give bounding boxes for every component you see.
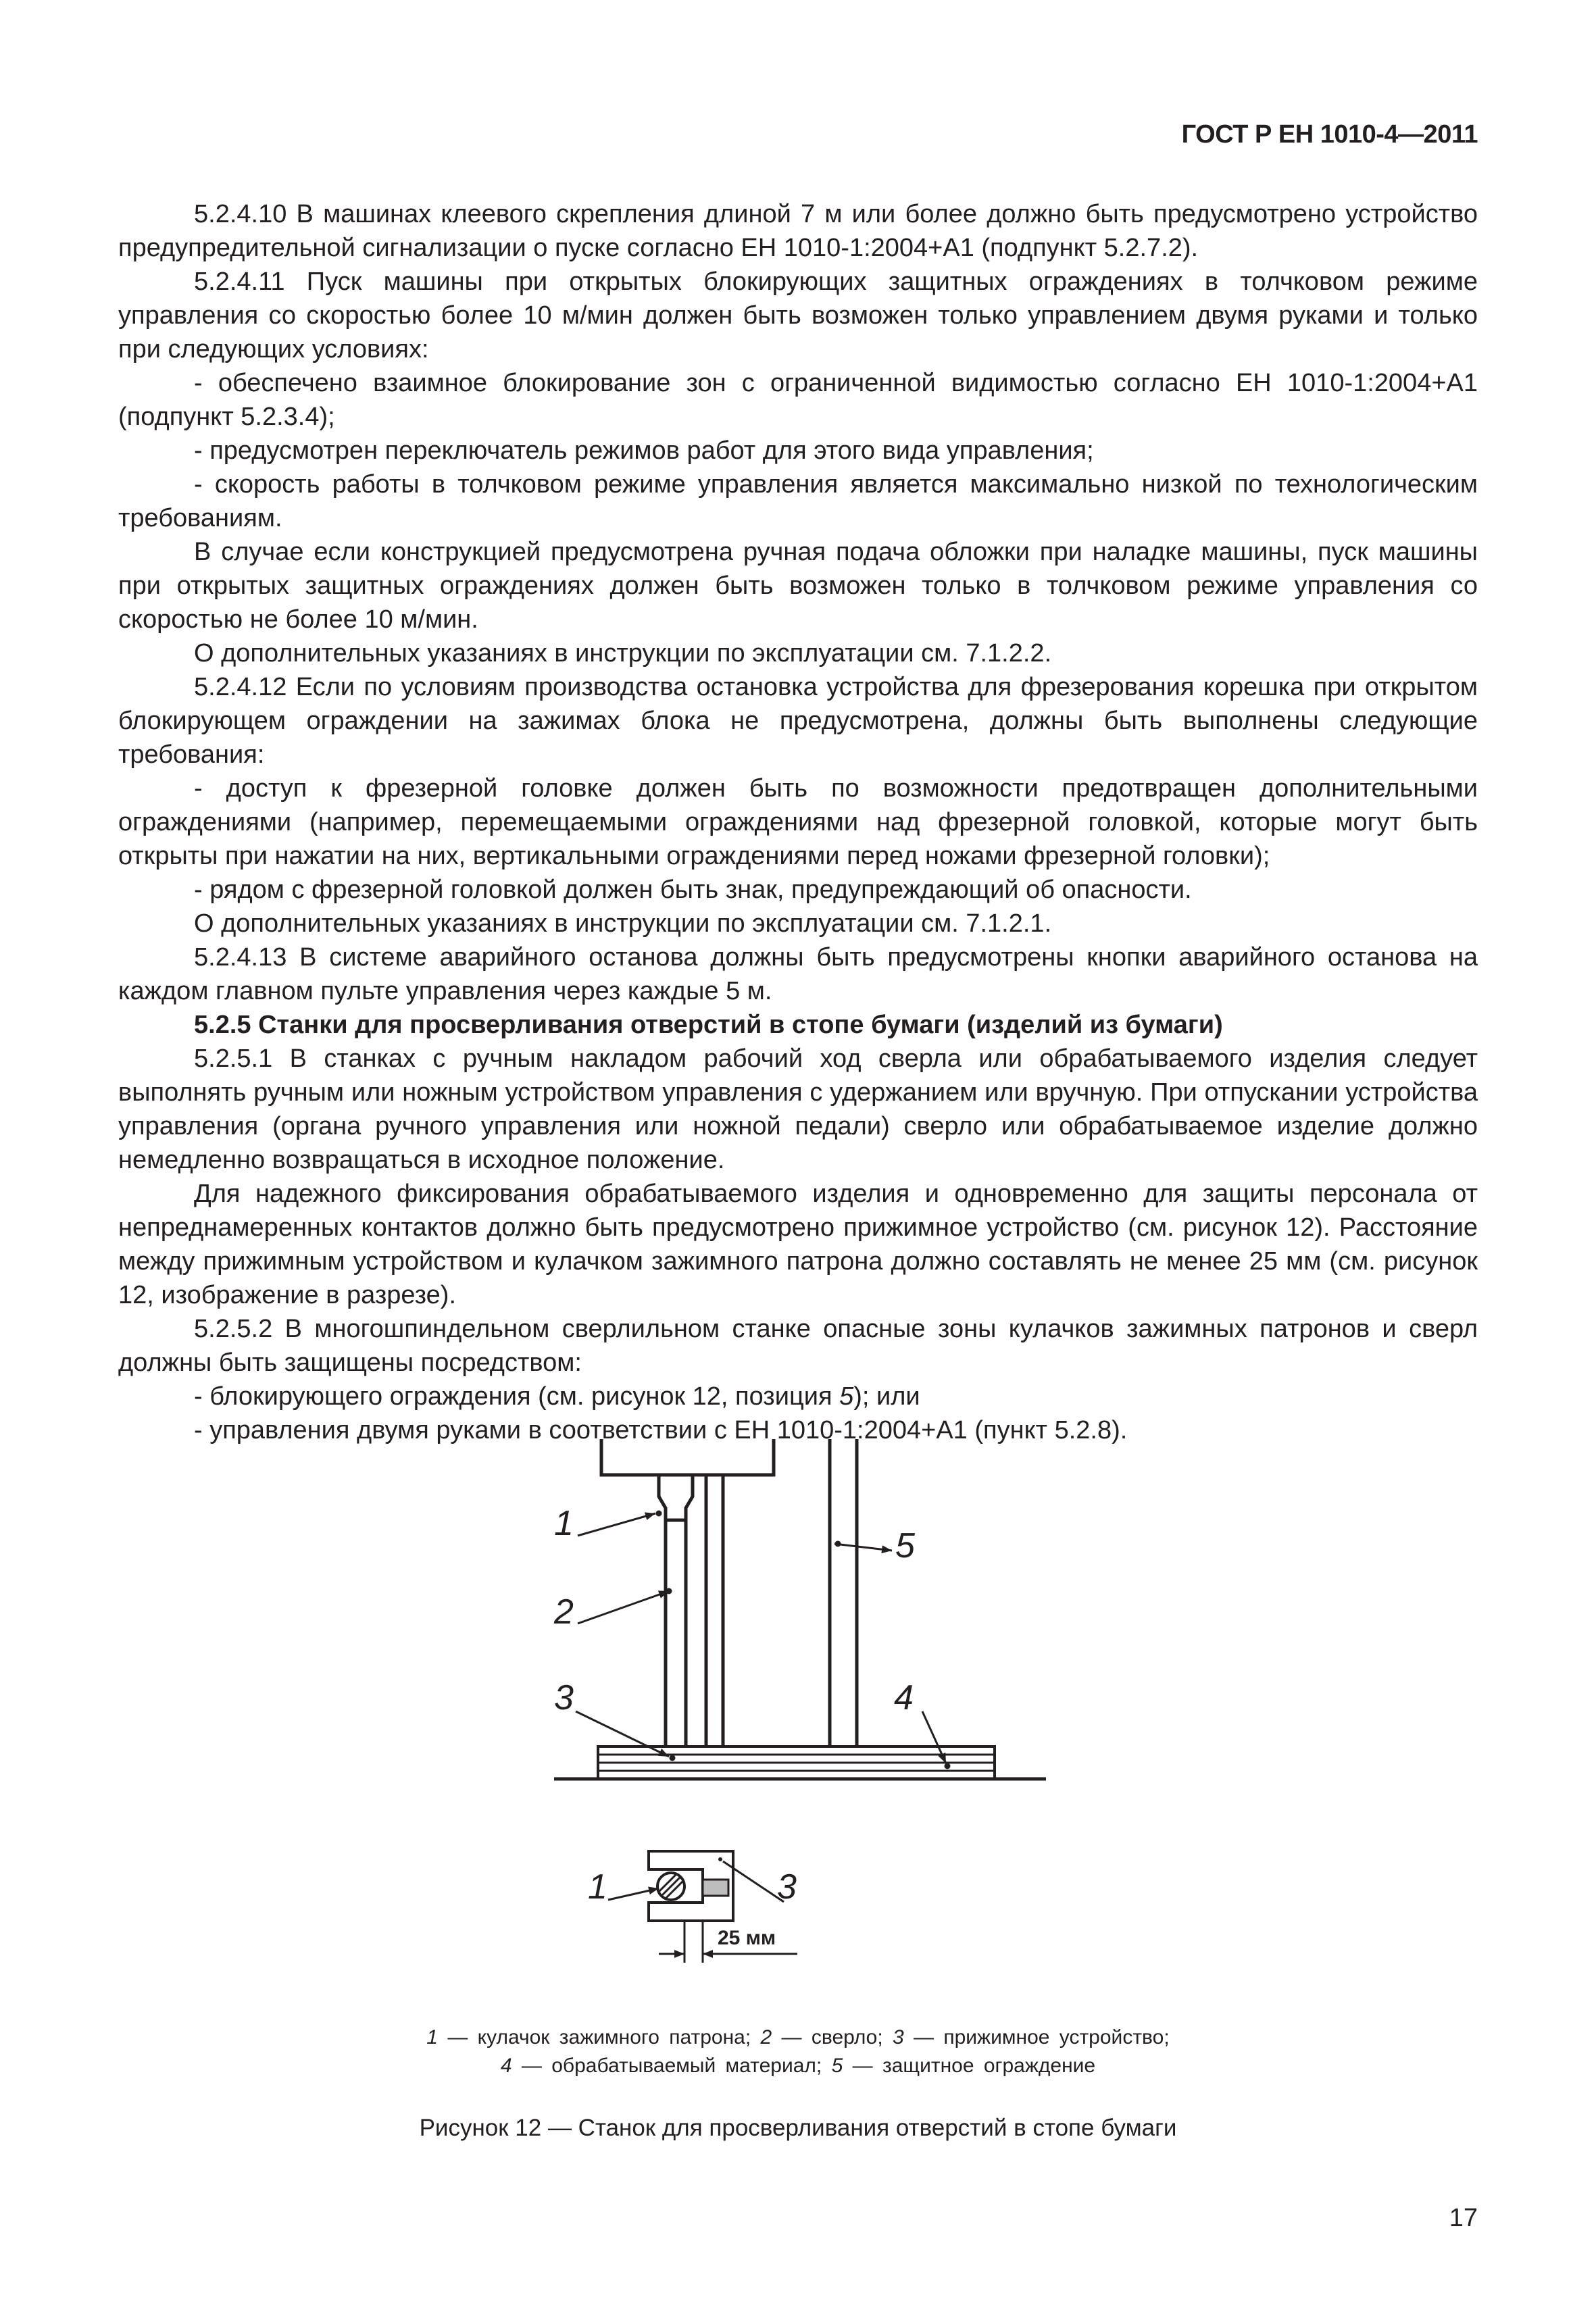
dimension-label: 25 мм	[718, 1927, 776, 1949]
legend-line	[118, 2023, 1478, 2052]
paragraph: - предусмотрен переключатель режимов работ для этого вида управления;	[194, 436, 1094, 465]
paragraph: В случае если конструкцией предусмотрена ручная подача обложки при наладке машины, пуск машины при открытых защитных ограждениях должен быть возможен только в толчковом режиме управления со скоростью не более 10 м/мин.	[118, 538, 1478, 634]
figure-label-3: 3	[554, 1678, 574, 1717]
figure-label-2: 2	[554, 1592, 574, 1632]
section-label-3: 3	[777, 1867, 797, 1907]
paragraph: - рядом с фрезерной головкой должен быть знак, предупреждающий об опасности.	[194, 876, 1192, 904]
paragraph-part: ); или	[853, 1382, 920, 1411]
legend-text: — обрабатываемый материал;	[512, 2055, 832, 2077]
figure-label-1: 1	[554, 1504, 574, 1543]
figure-12	[405, 1422, 1115, 2003]
page-number: 17	[1449, 2204, 1478, 2232]
body-text	[118, 197, 1478, 1447]
paragraph: - доступ к фрезерной головке должен быть по возможности предотвращен дополнительными ограждениями (например, перемещаемыми ограждениями над фрезерной головкой, которые могут быть открыты при нажатии на них, вертикальными ограждениями перед ножами фрезерной головки);	[118, 774, 1478, 870]
paragraph: 5.2.4.11 Пуск машины при открытых блокирующих защитных ограждениях в толчковом режиме управления со скоростью более 10 м/мин должен быть возможен только управлением двумя руками и только при следующих условиях:	[118, 268, 1478, 363]
paragraph: 5.2.5.1 В станках с ручным накладом рабочий ход сверла или обрабатываемого изделия следует выполнять ручным или ножным устройством управления с удержанием или вручную. При отпускании устройства управления (органа ручного управления или ножной педали) сверло или обрабатываемое изделие должно немедленно возвращаться в исходное положение.	[118, 1045, 1478, 1174]
figure-label-5: 5	[895, 1526, 915, 1565]
press-device	[706, 1475, 723, 1746]
drill-head	[601, 1439, 774, 1475]
figure-legend	[118, 2023, 1478, 2080]
paragraph: О дополнительных указаниях в инструкции по эксплуатации см. 7.1.2.2.	[194, 639, 1052, 668]
figure-caption: Рисунок 12 — Станок для просверливания отверстий в стопе бумаги	[419, 2115, 1177, 2141]
document-header: ГОСТ Р ЕН 1010-4—2011	[1181, 120, 1478, 149]
section-heading: 5.2.5 Станки для просверливания отверстий в стопе бумаги (изделий из бумаги)	[194, 1011, 1223, 1039]
legend-num: 3	[893, 2026, 904, 2048]
paragraph: - скорость работы в толчковом режиме управления является максимально низкой по технологическим требованиям.	[118, 470, 1478, 532]
guard	[830, 1439, 857, 1746]
legend-line	[118, 2052, 1478, 2080]
legend-num: 5	[831, 2055, 843, 2077]
position-ref: 5	[839, 1382, 854, 1411]
paragraph: - обеспечено взаимное блокирование зон с ограниченной видимостью согласно ЕН 1010-1:2004+А1 (подпункт 5.2.3.4);	[118, 369, 1478, 431]
legend-text: — кулачок зажимного патрона;	[437, 2026, 761, 2048]
legend-text: — прижимное устройство;	[903, 2026, 1170, 2048]
legend-text: — сверло;	[772, 2026, 893, 2048]
leader-lines	[576, 1511, 949, 1768]
paragraph: 5.2.4.10 В машинах клеевого скрепления длиной 7 м или более должно быть предусмотрено устройство предупредительной сигнализации о пуске согласно ЕН 1010-1:2004+А1 (подпункт 5.2.7.2).	[118, 200, 1478, 262]
paragraph: 5.2.5.2 В многошпиндельном сверлильном станке опасные зоны кулачков зажимных патронов и сверл должны быть защищены посредством:	[118, 1315, 1478, 1377]
legend-num: 1	[426, 2026, 438, 2048]
legend-text: — защитное ограждение	[843, 2055, 1096, 2077]
section-label-1: 1	[588, 1867, 607, 1907]
section-view	[588, 1851, 797, 1963]
legend-num: 4	[500, 2055, 512, 2077]
paragraph: О дополнительных указаниях в инструкции по эксплуатации см. 7.1.2.1.	[194, 909, 1052, 938]
figure-label-4: 4	[894, 1678, 914, 1717]
paragraph-part: - блокирующего ограждения (см. рисунок 12, позиция	[194, 1382, 840, 1411]
paragraph: - управления двумя руками в соответствии с ЕН 1010-1:2004+А1 (пункт 5.2.8).	[194, 1416, 1128, 1444]
paragraph: Для надежного фиксирования обрабатываемого изделия и одновременно для защиты персонала от непреднамеренных контактов должно быть предусмотрено прижимное устройство (см. рисунок 12). Расстояние между прижимным устройством и кулачком зажимного патрона должно составлять не менее 25 мм (см. рисунок 12, изображение в разрезе).	[118, 1180, 1478, 1309]
paragraph: 5.2.4.12 Если по условиям производства остановка устройства для фрезерования корешка при открытом блокирующем ограждении на зажимах блока не предусмотрена, должны быть выполнены следующие требования:	[118, 673, 1478, 769]
paragraph	[118, 1380, 1478, 1413]
drill-bit	[659, 1475, 693, 1746]
figure-drawing	[405, 1422, 1115, 2003]
paragraph: 5.2.4.13 В системе аварийного останова должны быть предусмотрены кнопки аварийного останова на каждом главном пульте управления через каждые 5 м.	[118, 943, 1478, 1005]
legend-num: 2	[760, 2026, 772, 2048]
